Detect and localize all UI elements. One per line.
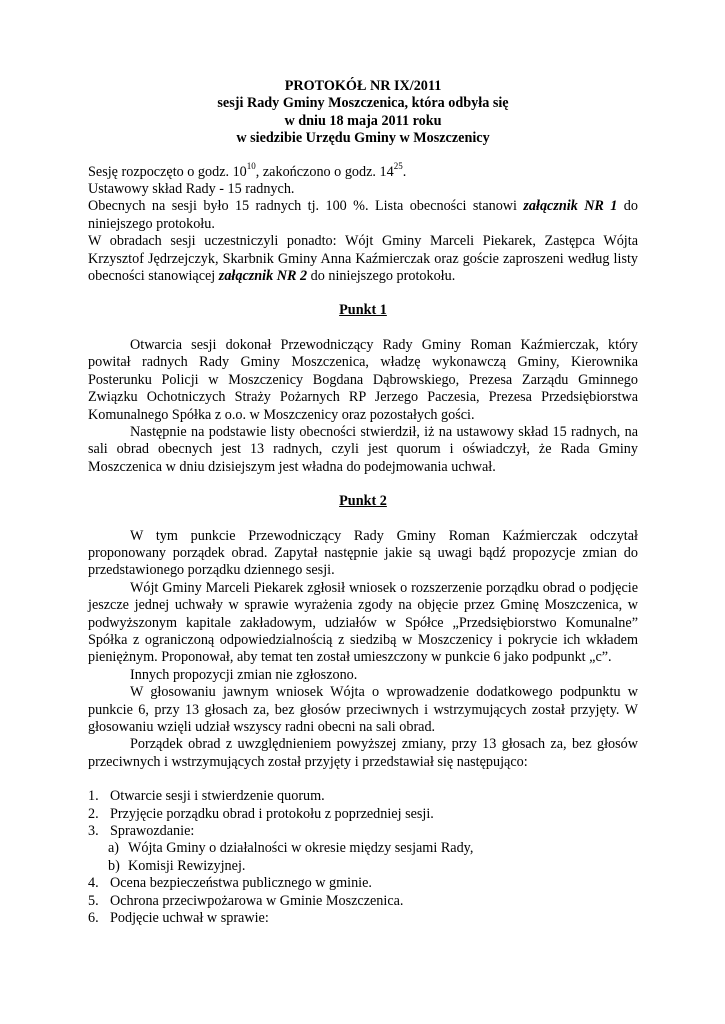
agenda-subtext: Wójta Gminy o działalności w okresie między sesjami Rady, bbox=[128, 840, 474, 857]
agenda-number: 6. bbox=[88, 910, 99, 927]
council-composition: Ustawowy skład Rady - 15 radnych. bbox=[88, 181, 295, 198]
agenda-text: Ocena bezpieczeństwa publicznego w gminie. bbox=[110, 875, 372, 892]
agenda-item bbox=[88, 806, 638, 823]
attendance-post: do niniejszego protokołu. bbox=[88, 198, 638, 232]
agenda-subnumber: a) bbox=[108, 840, 120, 857]
agenda-subnumber: b) bbox=[108, 857, 120, 874]
title-line-2: sesji Rady Gminy Moszczenica, która odbyła się bbox=[217, 95, 509, 112]
agenda-list bbox=[88, 788, 638, 927]
title-line-1: PROTOKÓŁ NR IX/2011 bbox=[284, 78, 442, 94]
title-line-3: w dniu 18 maja 2011 roku bbox=[284, 112, 442, 129]
agenda-text: Sprawozdanie: bbox=[110, 823, 195, 840]
agenda-text: Przyjęcie porządku obrad i protokołu z poprzedniej sesji. bbox=[110, 805, 434, 822]
attachment-2-ref: załącznik NR 2 bbox=[218, 268, 308, 285]
agenda-number: 4. bbox=[88, 875, 99, 892]
agenda-item bbox=[88, 875, 638, 892]
guests-text bbox=[88, 233, 638, 285]
punkt-2-paragraph-1: W tym punkcie Przewodniczący Rady Gminy Roman Kaźmierczak odczytał proponowany porządek obrad. Zapytał następnie jakie są uwagi bądź propozycje zmian do przedstawionego porządku dziennego sesji. bbox=[88, 527, 638, 579]
start-minutes: 10 bbox=[246, 160, 256, 171]
attendance-pre: Obecnych na sesji było 15 radnych tj. 100 %. Lista obecności stanowi bbox=[88, 198, 524, 215]
agenda-item bbox=[88, 910, 638, 927]
punkt-1-paragraph-2: Następnie na podstawie listy obecności stwierdził, iż na ustawowy skład 15 radnych, na sali obrad obecnych jest 13 radnych, czyli jest quorum i oświadczył, że Rada Gminy Moszczenica w dniu dzisiejszym jest władna do podejmowania uchwał. bbox=[88, 423, 638, 475]
punkt-1-heading: Punkt 1 bbox=[339, 302, 387, 319]
session-times bbox=[88, 160, 638, 181]
agenda-item bbox=[88, 788, 638, 805]
agenda-text: Otwarcie sesji i stwierdzenie quorum. bbox=[110, 788, 325, 805]
punkt-2-paragraph-3: Innych propozycji zmian nie zgłoszono. bbox=[130, 666, 358, 683]
attachment-1-ref: załącznik NR 1 bbox=[523, 198, 618, 215]
agenda-item bbox=[88, 893, 638, 910]
agenda-subitem bbox=[88, 840, 638, 857]
punkt-2-paragraph-5: Porządek obrad z uwzględnieniem powyższej zmiany, przy 13 głosach za, bez głosów przeciwnych i wstrzymujących został przyjęty i przedstawiał się następująco: bbox=[88, 736, 638, 770]
guests-post: do niniejszego protokołu. bbox=[307, 268, 456, 285]
agenda-subitem bbox=[88, 858, 638, 875]
agenda-text: Podjęcie uchwał w sprawie: bbox=[110, 910, 269, 927]
agenda-number: 2. bbox=[88, 805, 99, 822]
punkt-2-heading: Punkt 2 bbox=[339, 493, 387, 510]
end-minutes: 25 bbox=[393, 160, 403, 171]
agenda-item bbox=[88, 823, 638, 875]
attendance-text bbox=[88, 198, 638, 233]
agenda-number: 5. bbox=[88, 892, 99, 909]
punkt-2-paragraph-4: W głosowaniu jawnym wniosek Wójta o wprowadzenie dodatkowego podpunktu w punkcie 6, przy 13 głosach za, bez głosów przeciwnych i wstrzymujących został przyjęty. W głosowaniu wzięli udział wszyscy radni obecni na sali obrad. bbox=[88, 684, 638, 735]
agenda-number: 1. bbox=[88, 788, 99, 805]
document-page bbox=[88, 78, 638, 927]
agenda-number: 3. bbox=[88, 823, 99, 840]
agenda-subtext: Komisji Rewizyjnej. bbox=[128, 857, 246, 874]
end-dot: . bbox=[402, 163, 407, 180]
agenda-text: Ochrona przeciwpożarowa w Gminie Moszczenica. bbox=[110, 892, 404, 909]
guests-pre: W obradach sesji uczestniczyli ponadto: Wójt Gminy Marceli Piekarek, Zastępca Wójta Krzysztof Jędrzejczyk, Skarbnik Gminy Anna Kaźmierczak oraz goście zaproszeni według listy obecności stanowiącej bbox=[88, 233, 638, 285]
agenda-sublist bbox=[88, 840, 638, 875]
start-text: Sesję rozpoczęto o godz. 10 bbox=[88, 163, 247, 180]
punkt-1-paragraph-1: Otwarcia sesji dokonał Przewodniczący Rady Gminy Roman Kaźmierczak, który powitał radnych Rady Gminy Moszczenica, władzę wykonawczą Gminy, Kierownika Posterunku Policji w Moszczenicy Bogdana Dąbrowskiego, Prezesa Zarządu Gminnego Związku Ochotniczych Straży Pożarnych RP Jerzego Paczesia, Prezesa Przedsiębiorstwa Komunalnego Spółka z o.o. w Moszczenicy oraz pozostałych gości. bbox=[88, 336, 638, 423]
title-line-4: w siedzibie Urzędu Gminy w Moszczenicy bbox=[236, 130, 490, 147]
document-title bbox=[88, 78, 638, 148]
punkt-2-paragraph-2: Wójt Gminy Marceli Piekarek zgłosił wniosek o rozszerzenie porządku obrad o podjęcie jeszcze jednej uchwały w sprawie wyrażenia zgody na objęcie przez Gminę Moszczenica, w podwyższonym kapitale zakładowym, udziałów w Spółce „Przedsiębiorstwo Komunalne” Spółka z ograniczoną odpowiedzialnością z siedzibą w Moszczenicy i pokrycie ich wkładem pieniężnym. Proponował, aby temat ten został umieszczony w punkcie 6 jako podpunkt „c”. bbox=[88, 579, 638, 666]
end-text: , zakończono o godz. 14 bbox=[255, 163, 394, 180]
